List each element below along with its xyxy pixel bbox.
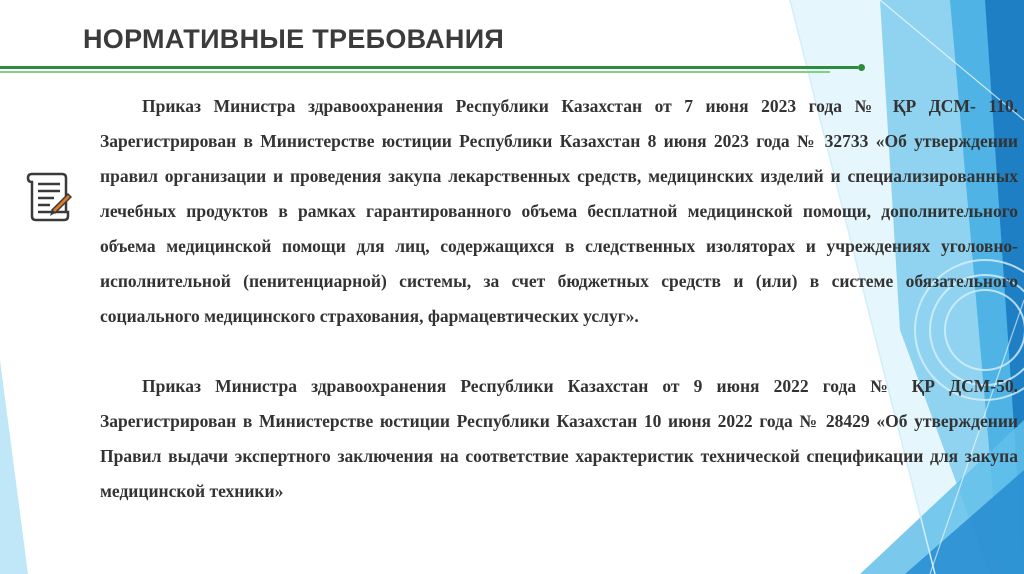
document-scroll-icon (24, 168, 72, 222)
paragraph-order-110: Приказ Министра здравоохранения Республики Казахстан от 7 июня 2023 года № ҚР ДСМ- 110. Зарегистрирован в Министерстве юстиции Республики Казахстан 8 июня 2023 года № 32733 «Об утверждении правил организации и проведения закупа лекарственных средств, медицинских изделий и специализированных лечебных продуктов в рамках гарантированного объема бесплатной медицинской помощи, дополнительного объема медицинской помощи для лиц, содержащихся в следственных изоляторах и учреждениях уголовно-исполнительной (пенитенциарной) системы, за счет бюджетных средств и (или) в системе обязательного социального медицинского страхования, фармацевтических услуг». (100, 96, 1018, 326)
title-underline-dot (858, 64, 865, 71)
paragraph-order-50: Приказ Министра здравоохранения Республики Казахстан от 9 июня 2022 года № ҚР ДСМ-50. Зарегистрирован в Министерстве юстиции Республики Казахстан 10 июня 2022 года № 28429 «Об утверждении Правил выдачи экспертного заключения на соответствие характеристик технической спецификации для закупа медицинской техники» (100, 376, 1018, 501)
title-underline-light (0, 71, 830, 73)
title-underline (0, 66, 858, 69)
page-title: НОРМАТИВНЫЕ ТРЕБОВАНИЯ (83, 24, 505, 54)
document-body (100, 89, 1018, 509)
